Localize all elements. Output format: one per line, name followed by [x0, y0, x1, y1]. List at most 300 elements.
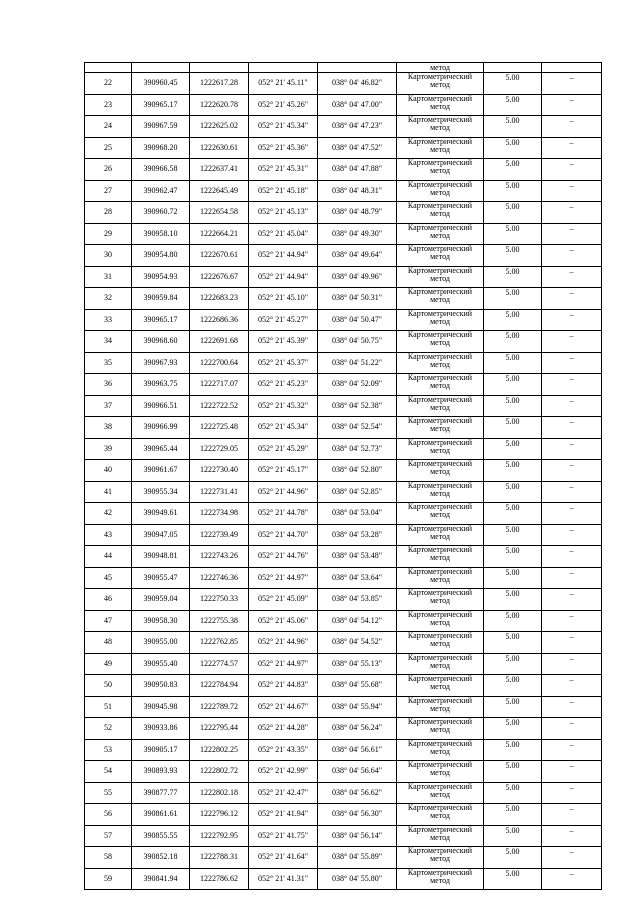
method-line-1: Картометрический — [407, 782, 473, 791]
cell-latitude: 052° 21' 44.97" — [249, 653, 318, 675]
cell-point-number: 28 — [85, 202, 132, 224]
cell-x-coordinate: 390965.17 — [132, 94, 190, 116]
cell-method — [397, 782, 484, 804]
method-line-1: Картометрический — [407, 653, 473, 662]
cell-x-coordinate: 390962.47 — [132, 180, 190, 202]
cell-point-number: 25 — [85, 137, 132, 159]
cell-precision: 5.00 — [484, 761, 542, 783]
cell-x-coordinate: 390841.94 — [132, 868, 190, 890]
cell-x-coordinate: 390961.67 — [132, 460, 190, 482]
cell-latitude: 052° 21' 42.47" — [249, 782, 318, 804]
cell-precision: 5.00 — [484, 546, 542, 568]
cell-precision: 5.00 — [484, 417, 542, 439]
cell-method — [397, 503, 484, 525]
cell-x-coordinate: 390852.18 — [132, 847, 190, 869]
cell-point-number: 26 — [85, 159, 132, 181]
cell-x-coordinate: 390893.93 — [132, 761, 190, 783]
table-row — [85, 610, 602, 632]
cell-precision: 5.00 — [484, 868, 542, 890]
cell-y-coordinate: 1222686.36 — [190, 309, 249, 331]
cell-longitude: 038° 04' 53.04" — [318, 503, 397, 525]
cell-method — [397, 632, 484, 654]
cell-x-coordinate: 390960.72 — [132, 202, 190, 224]
cell-y-coordinate: 1222796.12 — [190, 804, 249, 826]
cell-dash: – — [542, 180, 602, 202]
cell-method — [397, 567, 484, 589]
cell-dash: – — [542, 546, 602, 568]
coordinates-table-body — [85, 63, 602, 890]
cell-y-coordinate: 1222637.41 — [190, 159, 249, 181]
cell-latitude: 052° 21' 45.09" — [249, 589, 318, 611]
cell-y-coordinate: 1222730.40 — [190, 460, 249, 482]
table-row — [85, 460, 602, 482]
cell-precision: 5.00 — [484, 739, 542, 761]
cell-point-number: 49 — [85, 653, 132, 675]
cell-longitude: 038° 04' 52.54" — [318, 417, 397, 439]
cell-x-coordinate: 390855.55 — [132, 825, 190, 847]
method-line-1: Картометрический — [407, 696, 473, 705]
cell-latitude: 052° 21' 44.67" — [249, 696, 318, 718]
cell-x-coordinate: 390949.61 — [132, 503, 190, 525]
cell-method — [397, 223, 484, 245]
cell-point-number: 53 — [85, 739, 132, 761]
cell-latitude: 052° 21' 45.04" — [249, 223, 318, 245]
method-line-2: метод — [430, 510, 450, 519]
table-row — [85, 653, 602, 675]
cell-dash: – — [542, 696, 602, 718]
table-row — [85, 116, 602, 138]
method-line-1: Картометрический — [407, 846, 473, 855]
cell-precision: 5.00 — [484, 331, 542, 353]
method-line-1: Картометрический — [407, 524, 473, 533]
table-row — [85, 374, 602, 396]
cell-dash: – — [542, 761, 602, 783]
cell-method — [397, 825, 484, 847]
method-line-1: Картометрический — [407, 502, 473, 511]
cell-method — [397, 546, 484, 568]
cell-method — [397, 73, 484, 95]
cell-method — [397, 159, 484, 181]
cell-longitude: 038° 04' 56.64" — [318, 761, 397, 783]
cell-latitude: 052° 21' 42.99" — [249, 761, 318, 783]
cell-y-coordinate: 1222750.33 — [190, 589, 249, 611]
cell-y-coordinate: 1222762.85 — [190, 632, 249, 654]
table-row — [85, 718, 602, 740]
cell-method — [397, 438, 484, 460]
cell-latitude: 052° 21' 44.96" — [249, 481, 318, 503]
cell-y-coordinate: 1222722.52 — [190, 395, 249, 417]
cell-longitude: 038° 04' 50.75" — [318, 331, 397, 353]
cell-dash: – — [542, 610, 602, 632]
cell-point-number: 32 — [85, 288, 132, 310]
cell-longitude: 038° 04' 52.85" — [318, 481, 397, 503]
table-row — [85, 825, 602, 847]
cell-latitude: 052° 21' 41.64" — [249, 847, 318, 869]
cell-longitude: 038° 04' 51.22" — [318, 352, 397, 374]
method-line-1: Картометрический — [407, 760, 473, 769]
cell-method — [397, 804, 484, 826]
method-line-1: Картометрический — [407, 739, 473, 748]
cell-precision: 5.00 — [484, 524, 542, 546]
cell-x-coordinate: 390958.30 — [132, 610, 190, 632]
method-line-2: метод — [430, 230, 450, 240]
cell-empty — [132, 63, 190, 73]
cell-x-coordinate: 390958.10 — [132, 223, 190, 245]
cell-x-coordinate: 390966.58 — [132, 159, 190, 181]
cell-dash: – — [542, 159, 602, 181]
cell-precision: 5.00 — [484, 395, 542, 417]
cell-method-continued: метод — [397, 63, 484, 73]
cell-longitude: 038° 04' 47.23" — [318, 116, 397, 138]
cell-empty — [318, 63, 397, 73]
cell-method — [397, 180, 484, 202]
cell-longitude: 038° 04' 47.00" — [318, 94, 397, 116]
table-row — [85, 288, 602, 310]
method-line-1: Картометрический — [407, 610, 473, 619]
cell-dash: – — [542, 632, 602, 654]
method-line-2: метод — [430, 166, 450, 175]
cell-dash: – — [542, 653, 602, 675]
cell-x-coordinate: 390959.04 — [132, 589, 190, 611]
cell-dash: – — [542, 73, 602, 95]
cell-precision: 5.00 — [484, 632, 542, 654]
coordinates-table — [84, 62, 602, 890]
cell-x-coordinate: 390954.80 — [132, 245, 190, 267]
table-row — [85, 266, 602, 288]
cell-latitude: 052° 21' 45.39" — [249, 331, 318, 353]
cell-longitude: 038° 04' 47.88" — [318, 159, 397, 181]
cell-precision: 5.00 — [484, 266, 542, 288]
cell-precision: 5.00 — [484, 675, 542, 697]
method-line-2: метод — [430, 187, 450, 197]
cell-dash: – — [542, 352, 602, 374]
table-row — [85, 589, 602, 611]
method-line-1: Картометрический — [407, 244, 473, 253]
cell-point-number: 48 — [85, 632, 132, 654]
cell-x-coordinate: 390947.05 — [132, 524, 190, 546]
cell-dash: – — [542, 116, 602, 138]
cell-longitude: 038° 04' 47.52" — [318, 137, 397, 159]
method-line-2: метод — [430, 660, 450, 670]
cell-dash: – — [542, 309, 602, 331]
cell-point-number: 46 — [85, 589, 132, 611]
cell-latitude: 052° 21' 45.34" — [249, 116, 318, 138]
table-row — [85, 137, 602, 159]
method-line-1: Картометрический — [407, 180, 473, 189]
cell-y-coordinate: 1222739.49 — [190, 524, 249, 546]
cell-dash: – — [542, 395, 602, 417]
cell-y-coordinate: 1222683.23 — [190, 288, 249, 310]
cell-point-number: 47 — [85, 610, 132, 632]
cell-method — [397, 524, 484, 546]
cell-y-coordinate: 1222676.67 — [190, 266, 249, 288]
table-row — [85, 868, 602, 890]
cell-x-coordinate: 390954.93 — [132, 266, 190, 288]
method-line-2: метод — [430, 80, 450, 89]
cell-latitude: 052° 21' 45.29" — [249, 438, 318, 460]
cell-dash: – — [542, 567, 602, 589]
method-line-2: метод — [430, 811, 450, 820]
cell-longitude: 038° 04' 55.13" — [318, 653, 397, 675]
cell-point-number: 43 — [85, 524, 132, 546]
method-line-1: Картометрический — [407, 72, 473, 81]
cell-y-coordinate: 1222617.28 — [190, 73, 249, 95]
method-line-1: Картометрический — [407, 137, 473, 146]
cell-empty — [249, 63, 318, 73]
cell-method — [397, 94, 484, 116]
method-line-2: метод — [430, 682, 450, 691]
cell-method — [397, 137, 484, 159]
cell-y-coordinate: 1222743.26 — [190, 546, 249, 568]
table-row — [85, 202, 602, 224]
cell-latitude: 052° 21' 45.32" — [249, 395, 318, 417]
method-line-2: метод — [430, 768, 450, 777]
cell-y-coordinate: 1222691.68 — [190, 331, 249, 353]
cell-longitude: 038° 04' 54.12" — [318, 610, 397, 632]
cell-method — [397, 352, 484, 374]
cell-precision: 5.00 — [484, 180, 542, 202]
cell-y-coordinate: 1222788.31 — [190, 847, 249, 869]
cell-x-coordinate: 390967.59 — [132, 116, 190, 138]
cell-longitude: 038° 04' 54.52" — [318, 632, 397, 654]
cell-x-coordinate: 390948.81 — [132, 546, 190, 568]
method-line-1: Картометрический — [407, 266, 473, 275]
cell-precision: 5.00 — [484, 374, 542, 396]
cell-point-number: 54 — [85, 761, 132, 783]
cell-method — [397, 309, 484, 331]
cell-longitude: 038° 04' 56.62" — [318, 782, 397, 804]
cell-latitude: 052° 21' 45.23" — [249, 374, 318, 396]
table-row — [85, 524, 602, 546]
cell-y-coordinate: 1222630.61 — [190, 137, 249, 159]
cell-latitude: 052° 21' 45.37" — [249, 352, 318, 374]
cell-longitude: 038° 04' 53.85" — [318, 589, 397, 611]
cell-precision: 5.00 — [484, 718, 542, 740]
cell-y-coordinate: 1222746.36 — [190, 567, 249, 589]
cell-point-number: 33 — [85, 309, 132, 331]
method-line-1: Картометрический — [407, 459, 473, 468]
table-row — [85, 73, 602, 95]
method-line-2: метод — [430, 101, 450, 111]
cell-y-coordinate: 1222802.25 — [190, 739, 249, 761]
cell-y-coordinate: 1222755.38 — [190, 610, 249, 632]
cell-method — [397, 761, 484, 783]
cell-latitude: 052° 21' 45.06" — [249, 610, 318, 632]
method-line-2: метод — [430, 273, 450, 283]
cell-point-number: 59 — [85, 868, 132, 890]
cell-y-coordinate: 1222645.49 — [190, 180, 249, 202]
cell-x-coordinate: 390877.77 — [132, 782, 190, 804]
cell-dash: – — [542, 675, 602, 697]
cell-latitude: 052° 21' 45.11" — [249, 73, 318, 95]
cell-point-number: 29 — [85, 223, 132, 245]
cell-latitude: 052° 21' 45.27" — [249, 309, 318, 331]
cell-y-coordinate: 1222625.02 — [190, 116, 249, 138]
cell-point-number: 22 — [85, 73, 132, 95]
table-row — [85, 94, 602, 116]
cell-dash: – — [542, 524, 602, 546]
cell-longitude: 038° 04' 56.24" — [318, 718, 397, 740]
method-line-1: Картометрический — [407, 94, 473, 103]
cell-x-coordinate: 390933.86 — [132, 718, 190, 740]
method-line-1: Картометрический — [407, 223, 473, 232]
cell-method — [397, 868, 484, 890]
table-row — [85, 223, 602, 245]
cell-point-number: 23 — [85, 94, 132, 116]
cell-point-number: 36 — [85, 374, 132, 396]
cell-precision: 5.00 — [484, 567, 542, 589]
method-line-2: метод — [430, 488, 450, 498]
cell-point-number: 44 — [85, 546, 132, 568]
cell-precision: 5.00 — [484, 309, 542, 331]
method-line-2: метод — [430, 424, 450, 433]
method-line-1: Картометрический — [407, 416, 473, 425]
cell-precision: 5.00 — [484, 288, 542, 310]
cell-longitude: 038° 04' 55.68" — [318, 675, 397, 697]
method-line-2: метод — [430, 381, 450, 390]
cell-x-coordinate: 390963.75 — [132, 374, 190, 396]
cell-y-coordinate: 1222774.57 — [190, 653, 249, 675]
cell-latitude: 052° 21' 41.75" — [249, 825, 318, 847]
method-line-2: метод — [430, 209, 450, 218]
cell-latitude: 052° 21' 45.17" — [249, 460, 318, 482]
cell-point-number: 50 — [85, 675, 132, 697]
cell-precision: 5.00 — [484, 782, 542, 804]
cell-precision: 5.00 — [484, 73, 542, 95]
cell-dash: – — [542, 847, 602, 869]
method-line-1: Картометрический — [407, 287, 473, 296]
method-line-1: Картометрический — [407, 631, 473, 640]
cell-x-coordinate: 390861.61 — [132, 804, 190, 826]
cell-longitude: 038° 04' 55.89" — [318, 847, 397, 869]
cell-precision: 5.00 — [484, 481, 542, 503]
cell-point-number: 37 — [85, 395, 132, 417]
cell-longitude: 038° 04' 55.80" — [318, 868, 397, 890]
cell-method — [397, 739, 484, 761]
cell-dash: – — [542, 288, 602, 310]
method-line-1: Картометрический — [407, 309, 473, 318]
cell-precision: 5.00 — [484, 696, 542, 718]
cell-y-coordinate: 1222670.61 — [190, 245, 249, 267]
cell-dash: – — [542, 417, 602, 439]
cell-precision: 5.00 — [484, 460, 542, 482]
method-line-1: Картометрический — [407, 567, 473, 576]
method-line-1: Картометрический — [407, 674, 473, 683]
method-line-1: Картометрический — [407, 868, 473, 877]
cell-longitude: 038° 04' 50.31" — [318, 288, 397, 310]
cell-longitude: 038° 04' 56.14" — [318, 825, 397, 847]
table-row — [85, 417, 602, 439]
method-line-1: Картометрический — [407, 438, 473, 447]
method-line-2: метод — [430, 703, 450, 713]
cell-method — [397, 116, 484, 138]
cell-latitude: 052° 21' 44.83" — [249, 675, 318, 697]
cell-dash: – — [542, 503, 602, 525]
cell-method — [397, 696, 484, 718]
cell-latitude: 052° 21' 44.78" — [249, 503, 318, 525]
cell-x-coordinate: 390967.93 — [132, 352, 190, 374]
cell-longitude: 038° 04' 46.82" — [318, 73, 397, 95]
cell-latitude: 052° 21' 44.76" — [249, 546, 318, 568]
cell-y-coordinate: 1222654.58 — [190, 202, 249, 224]
cell-point-number: 55 — [85, 782, 132, 804]
cell-x-coordinate: 390955.47 — [132, 567, 190, 589]
method-line-1: Картометрический — [407, 395, 473, 404]
table-row — [85, 632, 602, 654]
cell-method — [397, 288, 484, 310]
cell-empty — [190, 63, 249, 73]
table-row — [85, 159, 602, 181]
cell-dash: – — [542, 223, 602, 245]
cell-method — [397, 460, 484, 482]
method-line-1: Картометрический — [407, 481, 473, 490]
cell-dash: – — [542, 460, 602, 482]
cell-longitude: 038° 04' 56.61" — [318, 739, 397, 761]
cell-x-coordinate: 390966.99 — [132, 417, 190, 439]
table-row — [85, 804, 602, 826]
cell-precision: 5.00 — [484, 94, 542, 116]
cell-precision: 5.00 — [484, 589, 542, 611]
method-line-2: метод — [430, 531, 450, 541]
cell-y-coordinate: 1222664.21 — [190, 223, 249, 245]
cell-point-number: 35 — [85, 352, 132, 374]
cell-y-coordinate: 1222802.72 — [190, 761, 249, 783]
method-line-2: метод — [430, 445, 450, 455]
table-row — [85, 847, 602, 869]
cell-latitude: 052° 21' 44.97" — [249, 567, 318, 589]
cell-point-number: 58 — [85, 847, 132, 869]
cell-dash: – — [542, 825, 602, 847]
cell-latitude: 052° 21' 45.13" — [249, 202, 318, 224]
cell-longitude: 038° 04' 52.80" — [318, 460, 397, 482]
cell-latitude: 052° 21' 44.28" — [249, 718, 318, 740]
table-row — [85, 782, 602, 804]
cell-y-coordinate: 1222784.94 — [190, 675, 249, 697]
cell-precision: 5.00 — [484, 223, 542, 245]
method-line-2: метод — [430, 316, 450, 326]
cell-method — [397, 653, 484, 675]
cell-point-number: 51 — [85, 696, 132, 718]
cell-method — [397, 245, 484, 267]
cell-precision: 5.00 — [484, 610, 542, 632]
cell-dash: – — [542, 438, 602, 460]
cell-method — [397, 331, 484, 353]
table-row — [85, 696, 602, 718]
method-line-2: метод — [430, 338, 450, 347]
cell-longitude: 038° 04' 53.48" — [318, 546, 397, 568]
method-line-2: метод — [430, 639, 450, 648]
cell-point-number: 31 — [85, 266, 132, 288]
cell-point-number: 57 — [85, 825, 132, 847]
cell-longitude: 038° 04' 48.31" — [318, 180, 397, 202]
cell-point-number: 34 — [85, 331, 132, 353]
cell-method — [397, 266, 484, 288]
method-line-1: Картометрический — [407, 352, 473, 361]
method-line-2: метод — [430, 123, 450, 132]
table-row — [85, 567, 602, 589]
cell-precision: 5.00 — [484, 825, 542, 847]
method-line-2: метод — [430, 725, 450, 734]
cell-y-coordinate: 1222729.05 — [190, 438, 249, 460]
cell-latitude: 052° 21' 44.94" — [249, 245, 318, 267]
cell-longitude: 038° 04' 53.28" — [318, 524, 397, 546]
method-line-1: Картометрический — [407, 825, 473, 834]
cell-y-coordinate: 1222786.62 — [190, 868, 249, 890]
cell-empty — [484, 63, 542, 73]
method-line-1: Картометрический — [407, 545, 473, 554]
cell-x-coordinate: 390960.45 — [132, 73, 190, 95]
cell-y-coordinate: 1222731.41 — [190, 481, 249, 503]
